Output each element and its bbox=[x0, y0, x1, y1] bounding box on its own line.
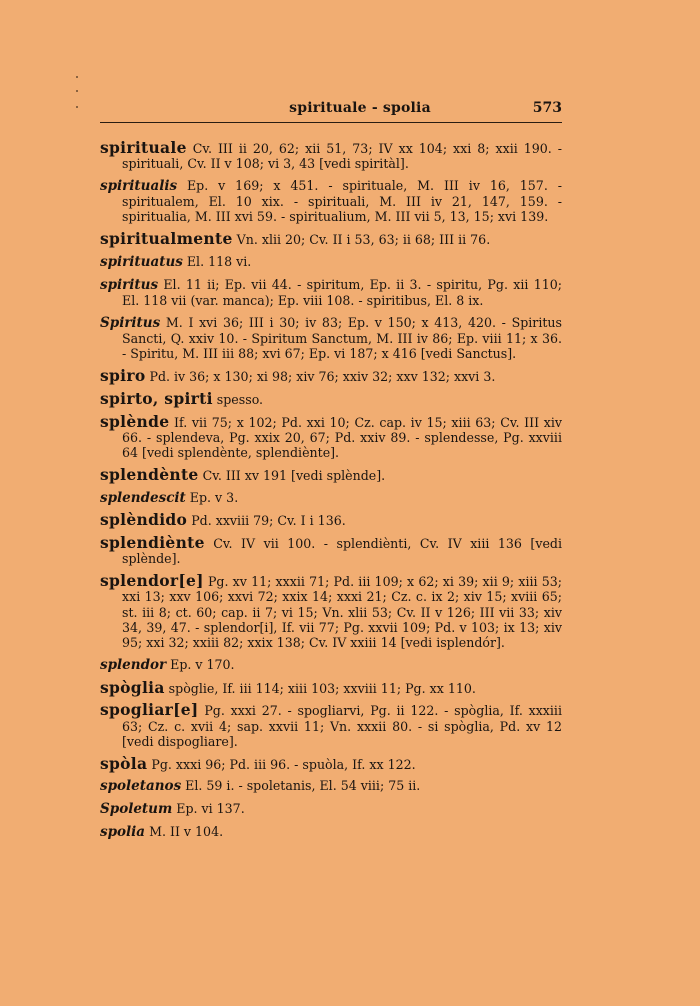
dictionary-entry bbox=[100, 464, 562, 484]
dictionary-entry bbox=[100, 140, 562, 171]
entry-body: El. 59 i. - spoletanis, El. 54 viii; 75 ii. bbox=[181, 778, 421, 794]
dictionary-entry bbox=[100, 778, 562, 794]
entry-body: Ep. v 3. bbox=[185, 489, 239, 505]
entry-headword: splèndido bbox=[100, 510, 188, 530]
dictionary-entry bbox=[100, 178, 562, 225]
entry-headword: splendescit bbox=[100, 489, 186, 506]
entry-body: Pg. xv 11; xxxii 71; Pd. iii 109; x 62; xi 39; xii 9; xiii 53; xxi 13; xxv 106; xxvi 72; xxix 14; xxxi 21; Cz. c. ix 2; xiv 15; xviii 65; st. iii 8; ct. 60; cap. ii 7; vi 15; Vn. xlii 53; Cv. II v 126; III vii 33; xiv 34, 39, 47. - splendor[i], If. vii 77; Pg. xxvii 109; Pd. v 103; ix 13; xiv 95; xxi 32; xxiii 82; xxix 138; Cv. IV xxiii 14 [vedi isplendór]. bbox=[122, 574, 562, 650]
dictionary-entry bbox=[100, 231, 562, 247]
entry-body: If. vii 75; x 102; Pd. xxi 10; Cz. cap. iv 15; xiii 63; Cv. III xiv 66. - splendeva, Pg. xxix 20, 67; Pd. xxiv 89. - splendesse, Pg. xxviii 64 [vedi splendènte, splendiènte]. bbox=[122, 414, 562, 460]
entry-body: Ep. vi 137. bbox=[172, 801, 245, 817]
entry-headword: splendènte bbox=[100, 464, 199, 484]
margin-mark bbox=[76, 90, 78, 92]
entry-headword: spòla bbox=[100, 753, 148, 773]
entry-headword: spòglia bbox=[100, 677, 165, 697]
dictionary-entry bbox=[100, 411, 562, 461]
entry-body: El. 11 ii; Ep. vii 44. - spiritum, Ep. ii 3. - spiritu, Pg. xii 110; El. 118 vii (var. manca); Ep. viii 108. - spiritibus, El. 8 ix. bbox=[122, 276, 562, 308]
dictionary-entry bbox=[100, 573, 562, 650]
entry-headword: spoletanos bbox=[100, 778, 182, 795]
entry-headword: splendor bbox=[100, 656, 167, 673]
dictionary-entry bbox=[100, 512, 562, 528]
dictionary-entry bbox=[100, 315, 562, 362]
margin-mark bbox=[76, 106, 78, 108]
entry-body: Cv. III xv 191 [vedi splènde]. bbox=[198, 467, 386, 483]
entry-headword: spiritualmente bbox=[100, 229, 233, 249]
entry-headword: spiro bbox=[100, 366, 146, 385]
dictionary-entry bbox=[100, 824, 562, 840]
entry-body: M. I xvi 36; III i 30; iv 83; Ep. v 150; x 413, 420. - Spiritus Sancti, Q. xxiv 10. - Spiritum Sanctum, M. III iv 86; Ep. viii 11; x 36. - Spiritu, M. III iii 88; xvi 67; Ep. vi 187; x 416 [vedi Sanctus]. bbox=[122, 314, 562, 362]
dictionary-entry bbox=[100, 254, 562, 270]
entry-body: Pg. xxxi 27. - spogliarvi, Pg. ii 122. - spòglia, If. xxxiii 63; Cz. c. xvii 4; sap. xxvii 11; Vn. xxxii 80. - si spòglia, Pd. xv 12 [vedi dispogliare]. bbox=[122, 703, 562, 749]
dictionary-entry bbox=[100, 368, 562, 384]
entry-body: Vn. xlii 20; Cv. II i 53, 63; ii 68; III ii 76. bbox=[232, 232, 491, 248]
entry-headword: spiritus bbox=[100, 276, 159, 293]
entry-body: Ep. v 169; x 451. - spirituale, M. III iv 16, 157. - spiritualem, El. 10 xix. - spirituali, M. III iv 21, 147, 159. - spiritualia, M. III xvi 59. - spiritualium, M. III vii 5, 13, 15; xvi 139. bbox=[122, 178, 562, 225]
entry-list bbox=[100, 140, 562, 847]
entry-headword: spirto, spirti bbox=[100, 388, 213, 408]
dictionary-entry bbox=[100, 677, 562, 697]
entry-body: Ep. v 170. bbox=[166, 656, 235, 672]
entry-body: Cv. III ii 20, 62; xii 51, 73; IV xx 104; xxi 8; xxii 190. - spirituali, Cv. II v 108; vi 3, 43 [vedi spiritàl]. bbox=[122, 141, 562, 172]
dictionary-entry bbox=[100, 388, 562, 408]
entry-body: M. II v 104. bbox=[145, 823, 224, 839]
dictionary-entry bbox=[100, 702, 562, 749]
entry-headword: Spiritus bbox=[100, 314, 161, 331]
entry-headword: spolia bbox=[100, 823, 146, 840]
dictionary-entry bbox=[100, 277, 562, 308]
entry-body: spòglie, If. iii 114; xiii 103; xxviii 11; Pg. xx 110. bbox=[164, 680, 476, 696]
entry-headword: spirituale bbox=[100, 138, 187, 157]
entry-headword: Spoletum bbox=[100, 801, 173, 818]
dictionary-entry bbox=[100, 801, 562, 817]
entry-headword: splendiènte bbox=[100, 533, 205, 553]
margin-mark bbox=[76, 76, 78, 78]
entry-headword: spirituatus bbox=[100, 254, 183, 270]
entry-headword: spogliar[e] bbox=[100, 700, 199, 720]
entry-headword: splènde bbox=[100, 411, 170, 431]
dictionary-entry bbox=[100, 490, 562, 506]
page-header bbox=[100, 100, 562, 123]
entry-headword: splendor[e] bbox=[100, 571, 204, 591]
running-head: spirituale - spolia bbox=[289, 100, 431, 116]
entry-body: Pd. iv 36; x 130; xi 98; xiv 76; xxiv 32; xxv 132; xxvi 3. bbox=[145, 369, 496, 384]
entry-body: Pg. xxxi 96; Pd. iii 96. - spuòla, If. xx 122. bbox=[147, 756, 416, 772]
page-number: 573 bbox=[532, 100, 562, 116]
entry-headword: spiritualis bbox=[100, 178, 178, 194]
entry-body: Cv. IV vii 100. - splendiènti, Cv. IV xiii 136 [vedi splènde]. bbox=[122, 536, 562, 567]
dictionary-entry bbox=[100, 535, 562, 566]
entry-body: spesso. bbox=[212, 391, 264, 407]
dictionary-entry bbox=[100, 753, 562, 773]
entry-body: Pd. xxviii 79; Cv. I i 136. bbox=[187, 513, 346, 529]
dictionary-entry bbox=[100, 657, 562, 673]
entry-body: El. 118 vi. bbox=[182, 254, 252, 269]
